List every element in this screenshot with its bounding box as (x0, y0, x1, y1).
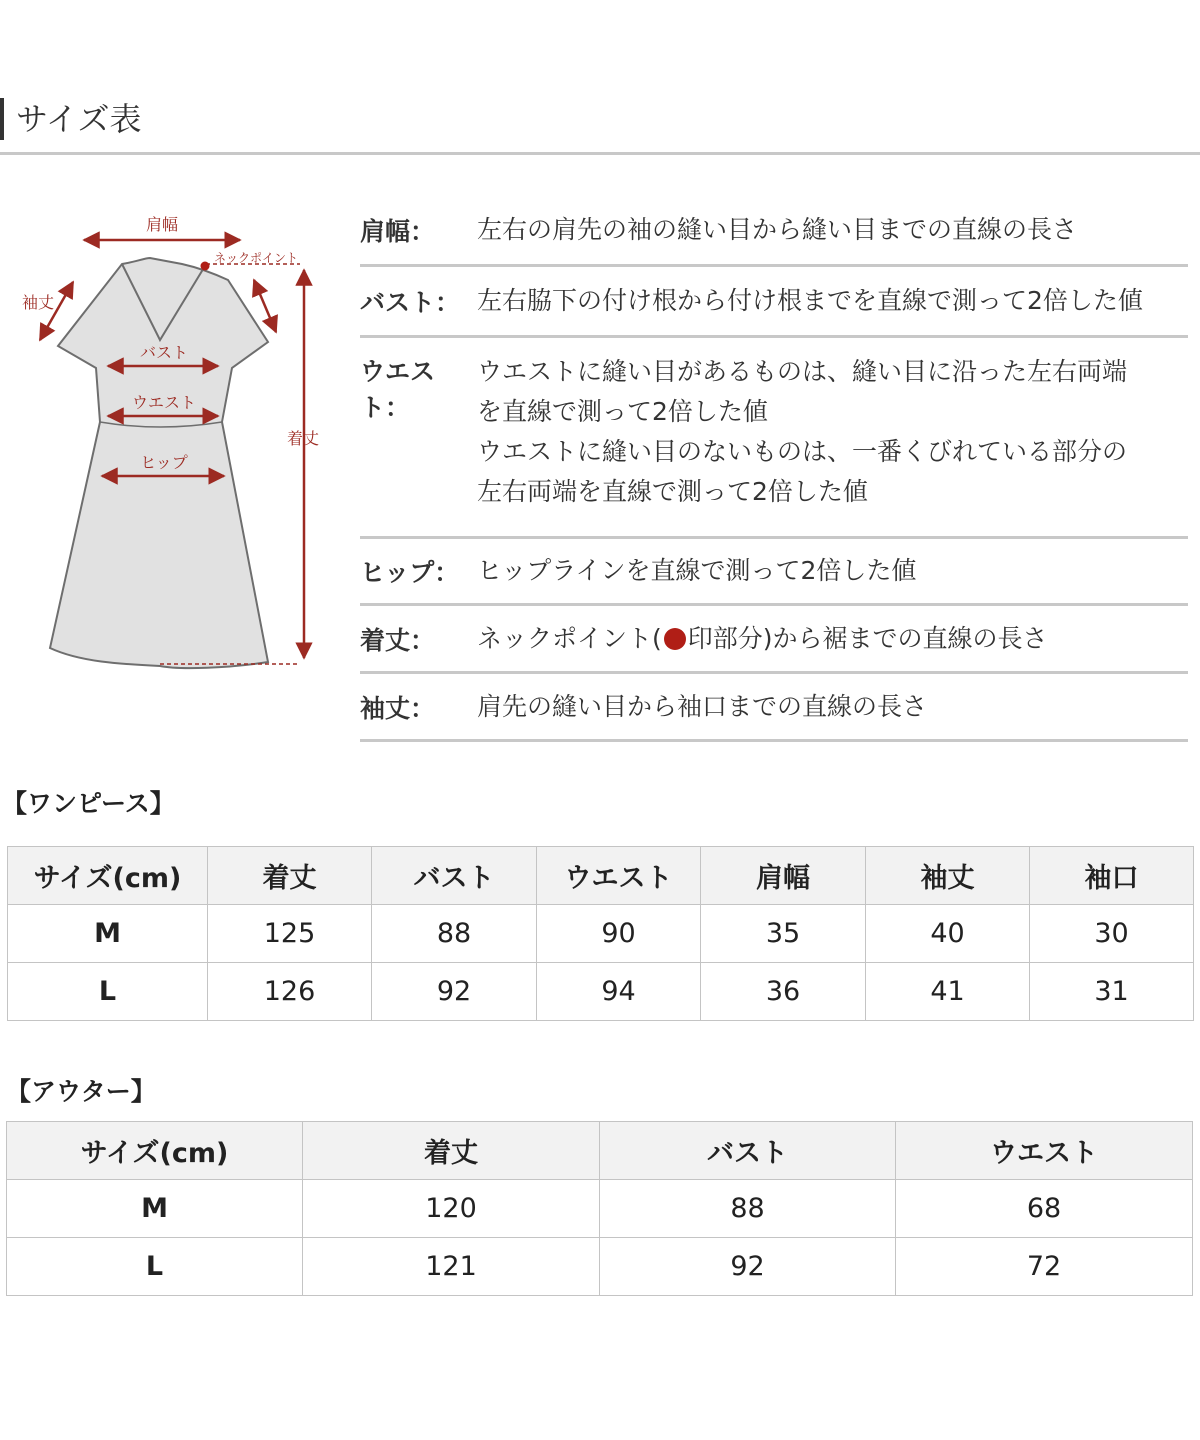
table-cell: 35 (701, 905, 866, 963)
table-cell: 31 (1030, 963, 1194, 1021)
definition-term: 肩幅： (360, 217, 436, 246)
neck-point-dot-icon (664, 628, 686, 650)
definition-term: 着丈： (360, 625, 436, 655)
table-header: 肩幅 (701, 847, 866, 905)
table-cell: 88 (600, 1180, 896, 1238)
table-cell: 125 (208, 905, 372, 963)
definition-row-hip (360, 539, 1188, 606)
definition-term: 袖丈： (360, 693, 436, 723)
table-header-row (8, 847, 1194, 905)
table-cell: 72 (896, 1238, 1193, 1296)
bust-label: バスト (139, 343, 189, 362)
onepiece-section-label: 【ワンピース】 (2, 789, 175, 818)
table-cell: M (8, 905, 208, 963)
table-cell: 94 (537, 963, 701, 1021)
table-cell: 121 (303, 1238, 600, 1296)
sleeve-label: 袖丈 (21, 293, 55, 312)
table-header: 袖口 (1030, 847, 1194, 905)
definition-row-bust (360, 267, 1188, 338)
table-header: 着丈 (208, 847, 372, 905)
table-cell: 92 (600, 1238, 896, 1296)
table-cell: M (7, 1180, 303, 1238)
neck-point-label: ネックポイント (213, 251, 299, 265)
onepiece-size-table (7, 846, 1194, 1021)
definition-term: ウエスト： (360, 357, 436, 422)
dress-illustration (0, 200, 345, 680)
table-cell: 88 (372, 905, 537, 963)
table-row (8, 963, 1194, 1021)
table-header: 着丈 (303, 1122, 600, 1180)
table-header: ウエスト (537, 847, 701, 905)
definition-text: 左右の肩先の袖の縫い目から縫い目までの直線の長さ (477, 215, 1078, 244)
table-cell: 36 (701, 963, 866, 1021)
definition-row-waist (360, 338, 1188, 539)
table-header: ウエスト (896, 1122, 1193, 1180)
page-title: サイズ表 (0, 98, 141, 140)
definition-text: ネックポイント( 印部分)から裾までの直線の長さ (477, 623, 1048, 653)
table-header: サイズ(cm) (8, 847, 208, 905)
table-cell: 30 (1030, 905, 1194, 963)
definition-term: バスト： (360, 288, 461, 317)
table-cell: L (8, 963, 208, 1021)
title-divider (0, 152, 1200, 155)
table-row (7, 1238, 1193, 1296)
waist-label: ウエスト (131, 393, 197, 412)
outer-section-label: 【アウター】 (6, 1077, 156, 1106)
definition-row-shoulder (360, 196, 1188, 267)
neck-point-dot (201, 262, 210, 271)
outer-size-table (6, 1121, 1193, 1296)
definition-row-length (360, 606, 1188, 674)
table-cell: 40 (866, 905, 1030, 963)
table-header: サイズ(cm) (7, 1122, 303, 1180)
measurement-definitions (360, 196, 1188, 742)
table-cell: 90 (537, 905, 701, 963)
table-cell: 41 (866, 963, 1030, 1021)
definition-text: ウエストに縫い目のないものは、一番くびれている部分の (477, 437, 1128, 466)
table-row (7, 1180, 1193, 1238)
definition-row-sleeve (360, 674, 1188, 742)
definition-text: ヒップラインを直線で測って2倍した値 (477, 556, 917, 585)
table-cell: 126 (208, 963, 372, 1021)
table-row (8, 905, 1194, 963)
measurement-diagram (0, 200, 345, 680)
shoulder-label: 肩幅 (145, 215, 179, 234)
definition-text: 左右両端を直線で測って2倍した値 (477, 477, 868, 506)
table-cell: L (7, 1238, 303, 1296)
table-cell: 68 (896, 1180, 1193, 1238)
table-header-row (7, 1122, 1193, 1180)
table-header: バスト (372, 847, 537, 905)
definition-text: を直線で測って2倍した値 (477, 397, 768, 426)
definition-text: 左右脇下の付け根から付け根までを直線で測って2倍した値 (477, 286, 1143, 315)
definition-text: 肩先の縫い目から袖口までの直線の長さ (477, 691, 928, 721)
hip-label: ヒップ (140, 453, 188, 472)
length-label: 着丈 (286, 429, 320, 448)
table-header: バスト (600, 1122, 896, 1180)
table-cell: 92 (372, 963, 537, 1021)
table-cell: 120 (303, 1180, 600, 1238)
table-header: 袖丈 (866, 847, 1030, 905)
definition-text: ウエストに縫い目があるものは、縫い目に沿った左右両端 (477, 357, 1128, 386)
definition-term: ヒップ： (360, 558, 460, 587)
